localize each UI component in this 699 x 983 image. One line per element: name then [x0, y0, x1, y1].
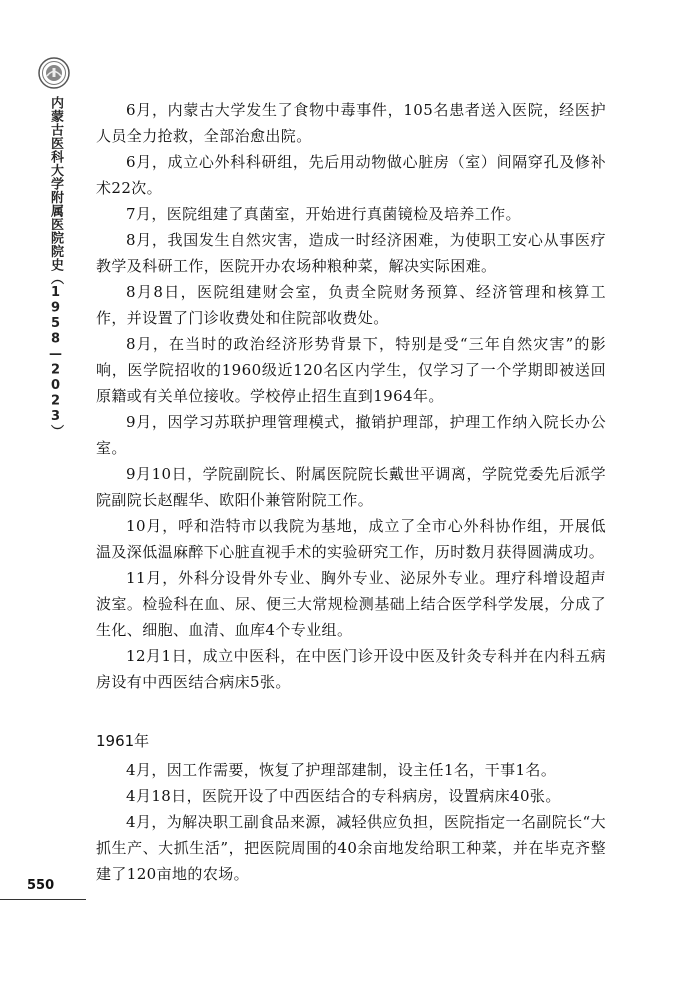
running-title-vertical: 内蒙古医科大学附属医院院史（1958—2023） [48, 96, 63, 438]
hospital-seal-icon [38, 57, 70, 89]
paragraph: 4月，为解决职工副食品来源，减轻供应负担，医院指定一名副院长“大抓生产、大抓生活”，把医院周围的40余亩地发给职工种菜，并在毕克齐整建了120亩地的农场。 [96, 813, 607, 883]
paragraph: 9月10日，学院副院长、附属医院院长戴世平调离，学院党委先后派学院副院长赵醒华、欧阳仆兼管附院工作。 [96, 465, 606, 509]
paragraph: 8月，我国发生自然灾害，造成一时经济困难，为使职工安心从事医疗教学及科研工作，医院开办农场种粮种菜，解决实际困难。 [96, 231, 606, 275]
paragraph: 8月，在当时的政治经济形势背景下，特别是受“三年自然灾害”的影响，医学院招收的1960级近120名区内学生，仅学习了一个学期即被送回原籍或有关单位接收。学校停止招生直到1964年。 [96, 335, 606, 405]
page-number: 550 [27, 878, 55, 893]
paragraph: 8月8日，医院组建财会室，负责全院财务预算、经济管理和核算工作，并设置了门诊收费处和住院部收费处。 [96, 283, 606, 327]
paragraph: 4月18日，医院开设了中西医结合的专科病房，设置病床40张。 [126, 787, 561, 805]
paragraph: 6月，内蒙古大学发生了食物中毒事件，105名患者送入医院，经医护人员全力抢救，全部治愈出院。 [96, 101, 606, 145]
page-body [96, 97, 606, 887]
paragraph: 11月，外科分设骨外专业、胸外专业、泌尿外专业。理疗科增设超声波室。检验科在血、尿、便三大常规检测基础上结合医学科学发展，分成了生化、细胞、血清、血库4个专业组。 [96, 569, 606, 639]
paragraph: 7月，医院组建了真菌室，开始进行真菌镜检及培养工作。 [126, 205, 521, 223]
paragraph: 9月，因学习苏联护理管理模式，撤销护理部，护理工作纳入院长办公室。 [96, 413, 606, 457]
paragraph: 4月，因工作需要，恢复了护理部建制，设主任1名，干事1名。 [126, 761, 557, 779]
paragraph: 10月，呼和浩特市以我院为基地，成立了全市心外科协作组，开展低温及深低温麻醉下心脏直视手术的实验研究工作，历时数月获得圆满成功。 [96, 517, 606, 561]
paragraph: 6月，成立心外科科研组，先后用动物做心脏房（室）间隔穿孔及修补术22次。 [96, 153, 606, 197]
paragraph: 12月1日，成立中医科，在中医门诊开设中医及针灸专科并在内科五病房设有中西医结合病床5张。 [96, 647, 606, 691]
footer-rule [0, 899, 86, 900]
year-heading-1961: 1961年 [96, 732, 150, 750]
